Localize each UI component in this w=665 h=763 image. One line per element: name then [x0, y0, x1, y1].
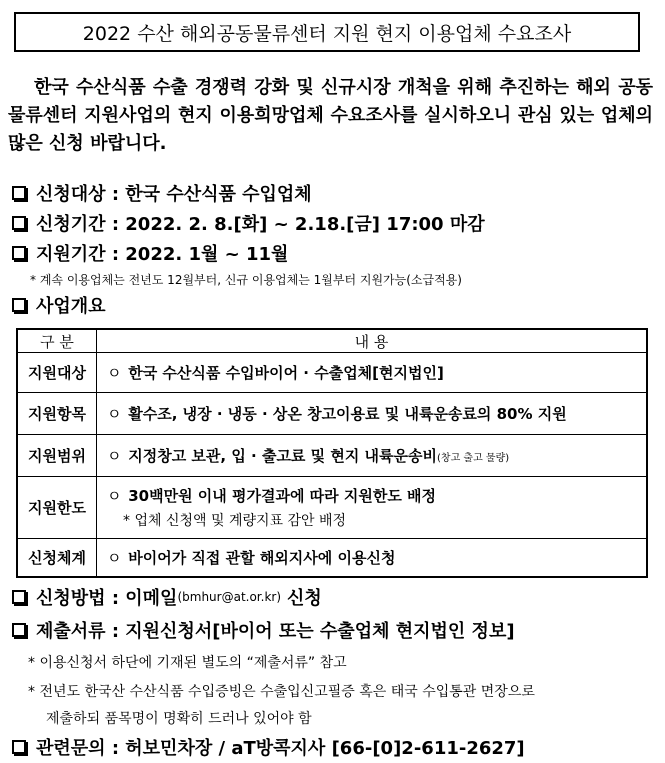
- row-label: 신청체계: [17, 539, 97, 577]
- section-contact: [12, 734, 525, 760]
- row-text: 바이어가 직접 관할 해외지사에 이용신청: [128, 548, 396, 567]
- table-row: [17, 539, 647, 577]
- intro-text: 한국 수산식품 수출 경쟁력 강화 및 신규시장 개척을 위해 추진하는 해외 공동물류센터 지원사업의 현지 이용희망업체 수요조사를 실시하오니 관심 있는 업체의 많은 신청 바랍니다.: [8, 77, 653, 154]
- row-text: 30백만원 이내 평가결과에 따라 지원한도 배정: [128, 487, 437, 505]
- row-bullet: ㅇ: [107, 447, 122, 465]
- intro-paragraph: [8, 74, 653, 158]
- checkbox-icon: [12, 216, 26, 230]
- table-header-row: [17, 329, 647, 353]
- table-row: [17, 353, 647, 393]
- table-row: [17, 477, 647, 539]
- checkbox-icon: [12, 246, 26, 260]
- section-method-label: 신청방법 : 이메일: [36, 588, 178, 609]
- row-bullet: ㅇ: [107, 548, 122, 567]
- section-support-period-text: 지원기간 : 2022. 1월 ~ 11월: [36, 244, 289, 265]
- table-header-category: 구 분: [17, 329, 97, 353]
- table-header-content: 내 용: [97, 329, 648, 353]
- row-bullet: ㅇ: [107, 487, 122, 505]
- title-text: 2022 수산 해외공동물류센터 지원 현지 이용업체 수요조사: [82, 22, 572, 45]
- checkbox-icon: [12, 590, 26, 604]
- row-content: [97, 435, 648, 477]
- page-title: [14, 12, 640, 52]
- section-method: [12, 584, 322, 610]
- section-docs-text: 제출서류 : 지원신청서[바이어 또는 수출업체 현지법인 정보]: [36, 621, 515, 642]
- section-overview-text: 사업개요: [36, 296, 106, 317]
- docs-note-1: * 이용신청서 하단에 기재된 별도의 “제출서류” 참고: [28, 655, 347, 671]
- row-content: [97, 477, 648, 539]
- row-bullet: ㅇ: [107, 364, 122, 382]
- checkbox-icon: [12, 740, 26, 754]
- contact-email: (bmhur@at.or.kr): [177, 590, 282, 604]
- row-content: [97, 353, 648, 393]
- docs-note-2a: * 전년도 한국산 수산식품 수입증빙은 수출입신고필증 혹은 태국 수입통관 면장으로: [28, 684, 535, 700]
- table-row: [17, 435, 647, 477]
- section-support-period: [12, 240, 288, 266]
- checkbox-icon: [12, 623, 26, 637]
- row-bullet: ㅇ: [107, 405, 122, 423]
- row-label: 지원항목: [17, 393, 97, 435]
- checkbox-icon: [12, 186, 26, 200]
- row-text: 활수조, 냉장 · 냉동 · 상온 창고이용료 및 내륙운송료의 80% 지원: [128, 405, 567, 423]
- section-period-text: 신청기간 : 2022. 2. 8.[화] ~ 2.18.[금] 17:00 마감: [36, 214, 485, 235]
- support-note: * 계속 이용업체는 전년도 12월부터, 신규 이용업체는 1월부터 지원가능(소급적용): [30, 273, 462, 287]
- section-contact-text: 관련문의 : 허보민차장 / aT방콕지사 [66-[0]2-611-2627]: [36, 738, 525, 759]
- section-target: [12, 180, 312, 206]
- table-row: [17, 393, 647, 435]
- docs-note-2b: 제출하되 품목명이 명확히 드러나 있어야 함: [46, 711, 312, 727]
- row-text: 한국 수산식품 수입바이어 · 수출업체[현지법인]: [128, 364, 444, 382]
- section-overview: [12, 292, 106, 318]
- row-small-note: (창고 출고 물량): [437, 453, 510, 464]
- row-label: 지원범위: [17, 435, 97, 477]
- row-label: 지원대상: [17, 353, 97, 393]
- section-docs: [12, 617, 515, 643]
- section-target-text: 신청대상 : 한국 수산식품 수입업체: [36, 184, 312, 205]
- row-sub-note: * 업체 신청액 및 계량지표 감안 배정: [123, 513, 347, 529]
- checkbox-icon: [12, 298, 26, 312]
- section-method-tail: 신청: [287, 588, 322, 609]
- section-period: [12, 210, 485, 236]
- overview-table: [16, 328, 648, 578]
- row-content: [97, 393, 648, 435]
- row-text: 지정창고 보관, 입 · 출고료 및 현지 내륙운송비: [128, 447, 438, 465]
- row-content: [97, 539, 648, 577]
- row-label: 지원한도: [17, 477, 97, 539]
